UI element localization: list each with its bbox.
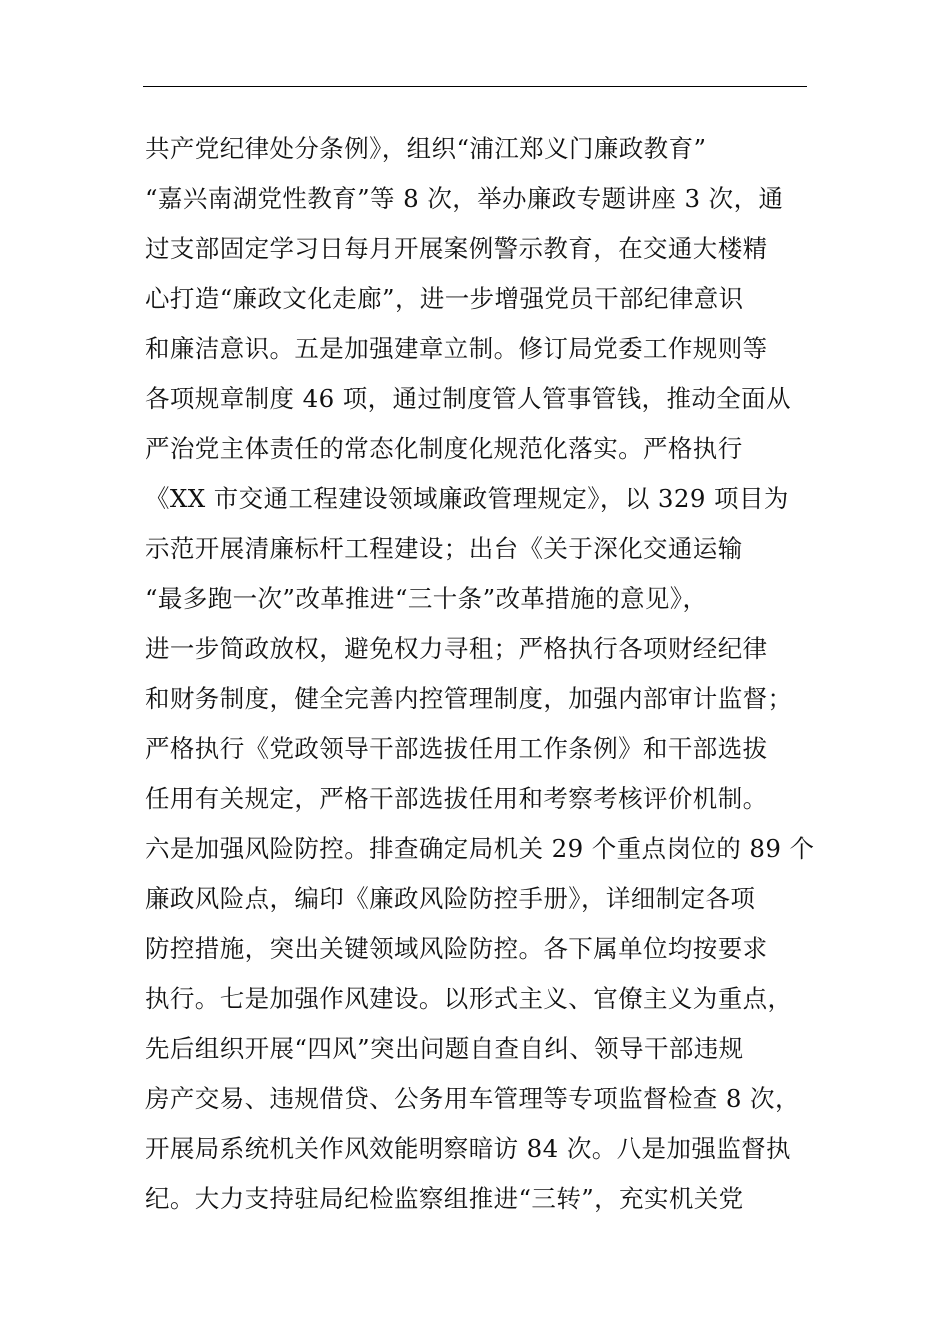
header-rule [143,86,807,87]
text-line: “最多跑一次”改革推进“三十条”改革措施的意见》， [145,584,708,613]
text-line: 和廉洁意识。五是加强建章立制。修订局党委工作规则等 [145,334,768,363]
text-line: 六是加强风险防控。排查确定局机关 29 个重点岗位的 89 个 [145,834,815,863]
text-line: 纪。大力支持驻局纪检监察组推进“三转”，充实机关党 [145,1184,744,1213]
text-line: 任用有关规定，严格干部选拔任用和考察考核评价机制。 [145,784,768,813]
text-line: 开展局系统机关作风效能明察暗访 84 次。八是加强监督执 [145,1134,791,1163]
body-paragraph [145,124,815,1224]
text-line: 房产交易、违规借贷、公务用车管理等专项监督检查 8 次， [145,1084,800,1113]
text-line: 防控措施，突出关键领域风险防控。各下属单位均按要求 [145,934,768,963]
text-line: 严治党主体责任的常态化制度化规范化落实。严格执行 [145,434,743,463]
text-line: 示范开展清廉标杆工程建设；出台《关于深化交通运输 [145,534,743,563]
text-line: 心打造“廉政文化走廊”，进一步增强党员干部纪律意识 [145,284,744,313]
text-line: 各项规章制度 46 项，通过制度管人管事管钱，推动全面从 [145,384,791,413]
text-line: 过支部固定学习日每月开展案例警示教育，在交通大楼精 [145,234,768,263]
text-line: 共产党纪律处分条例》，组织“浦江郑义门廉政教育” [145,134,707,163]
text-line: 执行。七是加强作风建设。以形式主义、官僚主义为重点， [145,984,793,1013]
text-line: “嘉兴南湖党性教育”等 8 次，举办廉政专题讲座 3 次，通 [145,184,784,213]
text-line: 进一步简政放权，避免权力寻租；严格执行各项财经纪律 [145,634,768,663]
text-line: 严格执行《党政领导干部选拔任用工作条例》和干部选拔 [145,734,768,763]
text-line: 先后组织开展“四风”突出问题自查自纠、领导干部违规 [145,1034,744,1063]
text-line: 廉政风险点，编印《廉政风险防控手册》，详细制定各项 [145,884,756,913]
text-line: 和财务制度，健全完善内控管理制度，加强内部审计监督； [145,684,793,713]
text-line: 《XX 市交通工程建设领域廉政管理规定》，以 329 项目为 [145,484,789,513]
